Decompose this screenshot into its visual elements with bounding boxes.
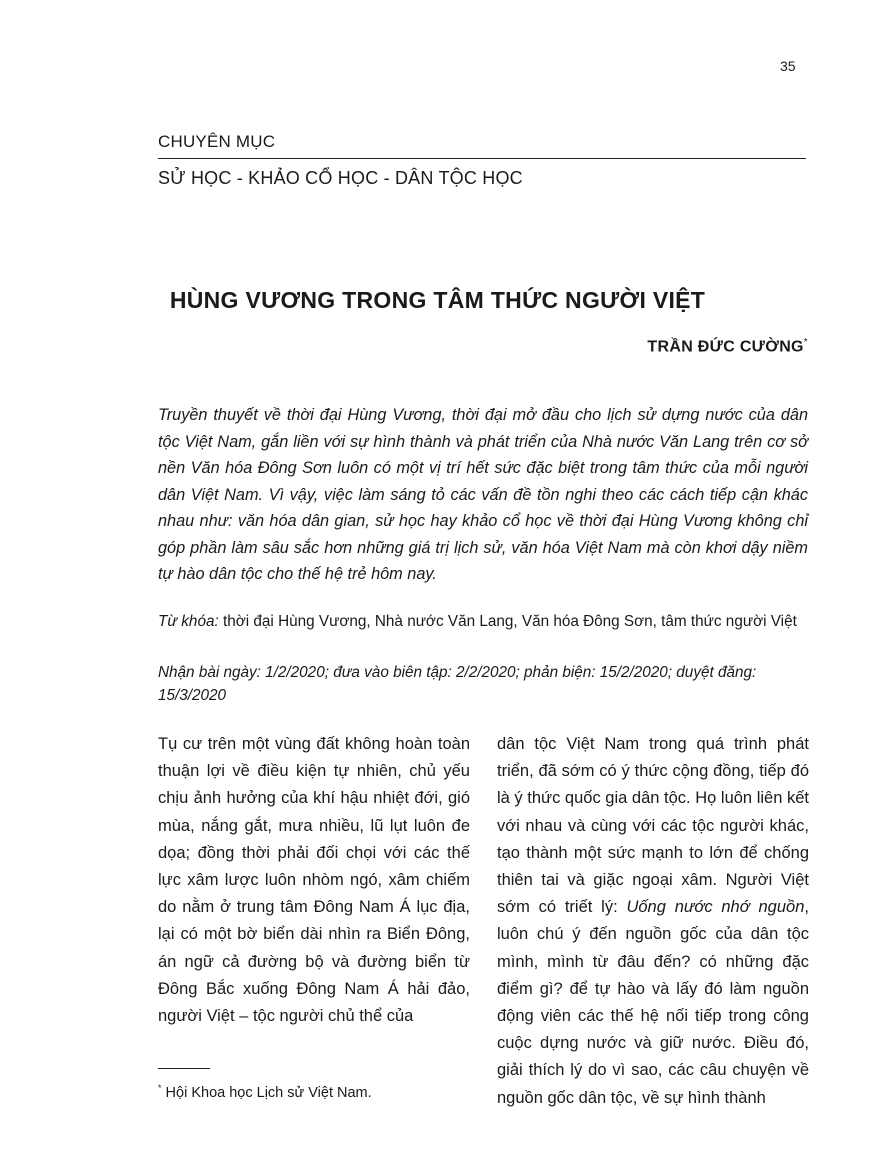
page-number: 35 [780,58,796,74]
proverb-text: Uống nước nhớ nguồn [626,898,805,917]
body-text-right-1: dân tộc Việt Nam trong quá trình phát triển, đã sớm có ý thức cộng đồng, tiếp đó là ý thức quốc gia dân tộc. Họ luôn liên kết với nhau và cùng với các tộc người khác, tạo thành một sức mạnh to lớn để chống thiên tai và giặc ngoại xâm. Người Việt sớm có triết lý: [497,735,809,917]
submission-dates: Nhận bài ngày: 1/2/2020; đưa vào biên tập: 2/2/2020; phản biện: 15/2/2020; duyệt đăng: 15/3/2020 [158,664,757,704]
author-footnote-mark: * [803,337,808,348]
keywords [158,610,808,634]
author-name [647,337,808,356]
body-text-right-2: , luôn chú ý đến nguồn gốc của dân tộc mình, mình từ đâu đến? có những đặc điểm gì? để tự hào và lấy đó làm nguồn động viên các thế hệ nối tiếp trong công cuộc dựng nước và giữ nước. Điều đó, giải thích lý do vì sao, các câu chuyện về nguồn gốc dân tộc, về sự hình thành [497,898,809,1107]
body-paragraph-left: Tụ cư trên một vùng đất không hoàn toàn thuận lợi về điều kiện tự nhiên, chủ yếu chịu ảnh hưởng của khí hậu nhiệt đới, gió mùa, nắng gắt, mưa nhiều, lũ lụt luôn đe dọa; đồng thời phải đối chọi với các thế lực xâm lược luôn nhòm ngó, xâm chiếm do nằm ở trung tâm Đông Nam Á lục địa, lại có một bờ biển dài nhìn ra Biển Đông, án ngữ cả đường bộ và đường biển từ Đông Bắc xuống Đông Nam Á hải đảo, người Việt – tộc người chủ thể của [158,735,470,1026]
abstract [158,402,808,588]
keywords-label: Từ khóa: [158,613,219,630]
footnote-mark: * [158,1083,162,1093]
keywords-text: thời đại Hùng Vương, Nhà nước Văn Lang, Văn hóa Đông Sơn, tâm thức người Việt [222,613,797,630]
footnote-text: Hội Khoa học Lịch sử Việt Nam. [165,1084,372,1101]
article-title: HÙNG VƯƠNG TRONG TÂM THỨC NGƯỜI VIỆT [169,287,706,313]
body-column-left [158,731,470,1030]
section-label: CHUYÊN MỤC [158,132,276,151]
author-text: TRẦN ĐỨC CƯỜNG [647,338,804,356]
body-paragraph-right [497,731,809,1112]
abstract-text: Truyền thuyết về thời đại Hùng Vương, thời đại mở đầu cho lịch sử dựng nước của dân tộc Việt Nam, gắn liền với sự hình thành và phát triển của Nhà nước Văn Lang trên cơ sở nền Văn hóa Đông Sơn luôn có một vị trí hết sức đặc biệt trong tâm thức của mỗi người dân Việt Nam. Vì vậy, việc làm sáng tỏ các vấn đề tồn nghi theo các cách tiếp cận khác nhau như: văn hóa dân gian, sử học hay khảo cổ học về thời đại Hùng Vương không chỉ góp phần làm sâu sắc hơn những giá trị lịch sử, văn hóa Việt Nam mà còn khơi dậy niềm tự hào dân tộc cho thế hệ trẻ hôm nay. [158,406,808,583]
section-divider [158,158,806,159]
footnote [158,1083,372,1101]
section-title: SỬ HỌC - KHẢO CỔ HỌC - DÂN TỘC HỌC [158,168,523,188]
footnote-divider [158,1068,210,1069]
body-column-right [497,731,809,1112]
